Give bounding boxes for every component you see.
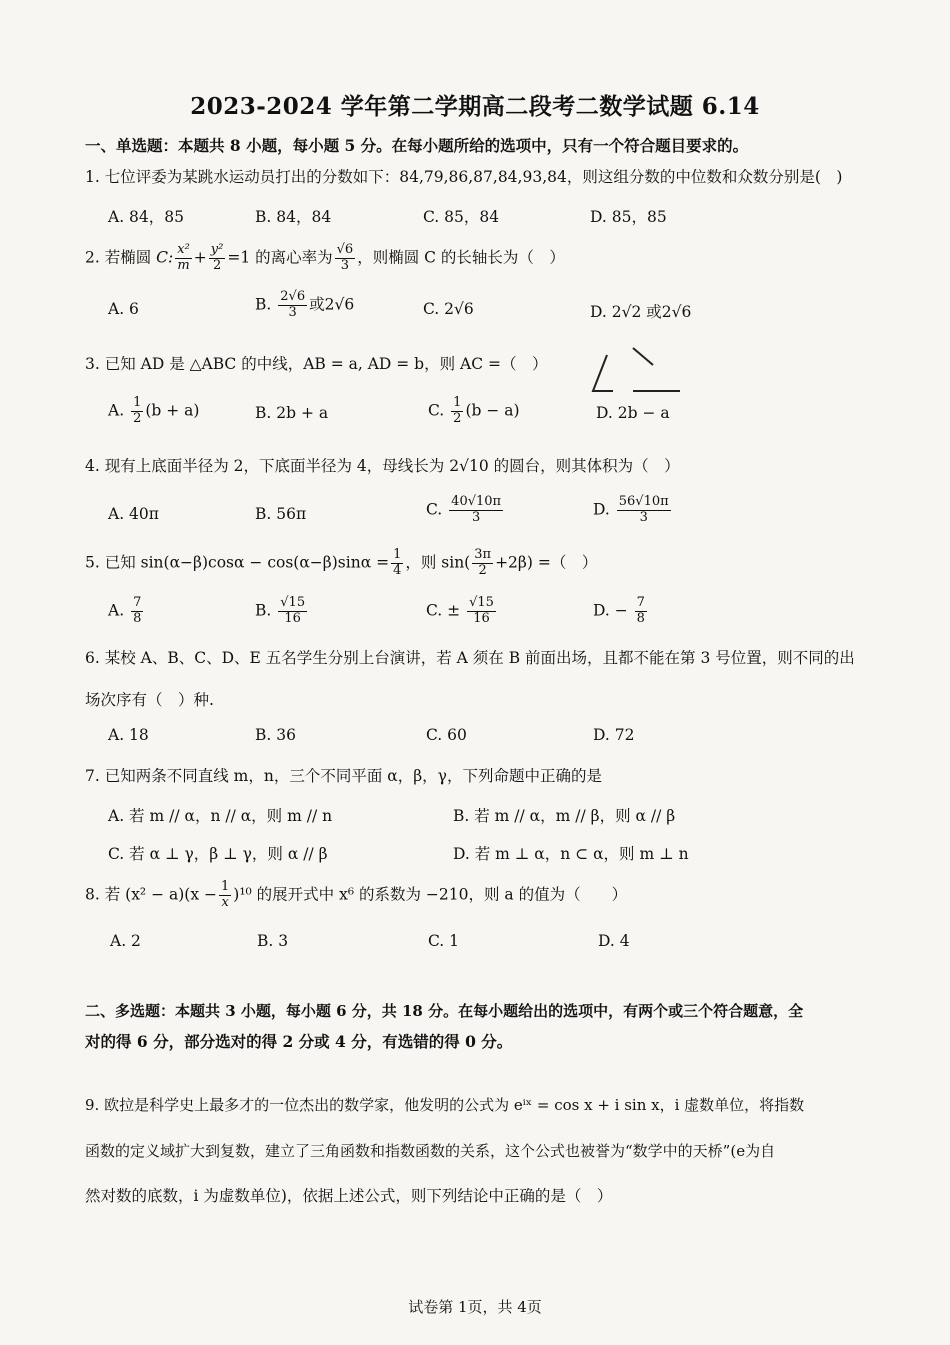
q5-text-3: +2β) =（ ） <box>495 553 598 572</box>
question-3-stem: 3. 已知 AD 是 △ABC 的中线，AB = a, AD = b，则 AC =（ ） <box>85 355 548 373</box>
q2-b-den: 3 <box>288 304 297 320</box>
q2-option-d: D. 2√2 或2√6 <box>590 303 692 321</box>
q5-b-den: 16 <box>284 610 301 626</box>
q8-f-num: 1 <box>220 879 230 894</box>
q4-option-c-fraction <box>449 495 503 526</box>
q2-text-3: ，则椭圆 C 的长轴长为（ ） <box>357 248 565 267</box>
q5-option-a-fraction <box>131 596 143 627</box>
q6-option-c: C. 60 <box>426 726 467 744</box>
q3-option-a-label: A. <box>108 401 125 420</box>
q2-b-num: 2√6 <box>280 289 306 304</box>
q5-option-c <box>426 596 498 627</box>
q5-c-num: √15 <box>469 595 494 610</box>
q4-option-d <box>593 495 673 526</box>
q8-f-den: x <box>221 894 229 910</box>
section-2-header-line-2: 对的得 6 分，部分选对的得 2 分或 4 分，有选错的得 0 分。 <box>85 1032 513 1051</box>
q7-option-a: A. 若 m // α，n // α，则 m // n <box>108 807 333 825</box>
q5-option-d <box>593 596 649 627</box>
q5-option-a <box>108 596 145 627</box>
q3-option-a-tail: (b + a) <box>145 401 200 420</box>
q3-c-den: 2 <box>453 410 462 426</box>
q2-ellipse-label: C: <box>156 248 174 267</box>
q7-option-d: D. 若 m ⊥ α，n ⊂ α，则 m ⊥ n <box>453 845 689 863</box>
q8-option-b: B. 3 <box>257 932 289 950</box>
q5-option-b-fraction <box>278 596 307 627</box>
q2-fraction-x <box>175 243 192 274</box>
q1-option-a: A. 84，85 <box>108 208 184 226</box>
q2-fraction-e <box>335 243 356 274</box>
q5-text-1: 5. 已知 sin(α−β)cosα − cos(α−β)sinα = <box>85 553 390 572</box>
hand-drawn-marks <box>585 343 685 398</box>
question-6-stem-line-2: 场次序有（ ）种. <box>85 691 214 709</box>
q6-option-d: D. 72 <box>593 726 635 744</box>
q2-frac-e-num: √6 <box>336 242 354 257</box>
q5-f-den: 4 <box>393 562 402 578</box>
q2-text-1: 2. 若椭圆 <box>85 248 152 267</box>
q8-text-1: 8. 若 (x² − a)(x − <box>85 885 217 904</box>
q2-option-b <box>255 290 354 321</box>
page-title: 2023-2024 学年第二学期高二段考二数学试题 6.14 <box>190 93 760 120</box>
q1-option-d: D. 85，85 <box>590 208 667 226</box>
q2-option-b-fraction <box>278 290 307 321</box>
q4-option-c-label: C. <box>426 500 443 519</box>
q2-fraction-y <box>209 243 226 274</box>
q3-option-c <box>428 396 520 427</box>
q4-option-d-fraction <box>617 495 671 526</box>
q3-option-c-tail: (b − a) <box>465 401 520 420</box>
sketch-stroke-2 <box>633 348 653 365</box>
q3-a-num: 1 <box>133 395 142 410</box>
q5-option-b <box>255 596 309 627</box>
q3-c-num: 1 <box>453 395 462 410</box>
q4-option-c <box>426 495 505 526</box>
q5-option-d-fraction <box>635 596 647 627</box>
q2-option-b-label: B. <box>255 295 272 314</box>
section-1-header: 一、单选题：本题共 8 小题，每小题 5 分。在每小题所给的选项中，只有一个符合题目要求的。 <box>85 136 749 155</box>
q2-frac-x-den: m <box>177 257 190 273</box>
question-6-stem-line-1: 6. 某校 A、B、C、D、E 五名学生分别上台演讲，若 A 须在 B 前面出场，且都不能在第 3 号位置，则不同的出 <box>85 649 855 667</box>
q4-option-b: B. 56π <box>255 505 307 523</box>
q8-option-c: C. 1 <box>428 932 460 950</box>
q8-option-d: D. 4 <box>598 932 630 950</box>
q2-frac-x-num: x² <box>177 242 190 257</box>
question-9-line-3: 然对数的底数，i 为虚数单位)，依据上述公式，则下列结论中正确的是（ ） <box>85 1187 613 1205</box>
q2-option-b-tail: 或2√6 <box>309 295 355 314</box>
q2-frac-y-num: y² <box>210 242 224 257</box>
q5-fraction-1 <box>391 548 403 579</box>
page-footer: 试卷第 1页，共 4页 <box>408 1298 542 1316</box>
sketch-stroke-1 <box>593 355 613 391</box>
q4-d-num: 56√10π <box>618 494 669 509</box>
section-2-header-line-1: 二、多选题：本题共 3 小题，每小题 6 分，共 18 分。在每小题给出的选项中，有两个或三个符合题意，全 <box>85 1002 804 1020</box>
q3-option-a <box>108 396 199 427</box>
q4-option-d-label: D. <box>593 500 610 519</box>
q4-c-den: 3 <box>471 509 481 525</box>
q2-text-2: =1 的离心率为 <box>227 248 333 267</box>
question-4-stem: 4. 现有上底面半径为 2，下底面半径为 4，母线长为 2√10 的圆台，则其体积为（ ） <box>85 457 680 475</box>
q2-frac-y-den: 2 <box>212 257 222 273</box>
q5-option-b-label: B. <box>255 601 272 620</box>
q5-a-num: 7 <box>133 595 142 610</box>
q6-option-a: A. 18 <box>108 726 149 744</box>
q3-option-c-label: C. <box>428 401 445 420</box>
q3-option-a-fraction <box>131 396 143 427</box>
q5-fraction-2 <box>472 548 493 579</box>
q6-option-b: B. 36 <box>255 726 296 744</box>
q5-f-num: 1 <box>393 547 402 562</box>
q7-option-c: C. 若 α ⊥ γ，β ⊥ γ，则 α // β <box>108 845 328 863</box>
q3-a-den: 2 <box>133 410 142 426</box>
q3-option-c-fraction <box>451 396 463 427</box>
question-9-line-1: 9. 欧拉是科学史上最多才的一位杰出的数学家，他发明的公式为 eⁱˣ = cos x + i sin x，i 虚数单位，将指数 <box>85 1096 805 1114</box>
q2-option-c: C. 2√6 <box>423 300 474 318</box>
q5-c-den: 16 <box>473 610 490 626</box>
q5-a-den: 8 <box>133 610 142 626</box>
q4-c-num: 40√10π <box>451 494 502 509</box>
q5-text-2: ，则 sin( <box>405 553 471 572</box>
q5-option-c-label: C. ± <box>426 601 461 620</box>
q7-option-b: B. 若 m // α，m // β，则 α // β <box>453 807 676 825</box>
q2-frac-e-den: 3 <box>340 257 350 273</box>
q5-b-num: √15 <box>280 595 306 610</box>
question-8-stem <box>85 880 910 911</box>
q8-option-a: A. 2 <box>110 932 141 950</box>
q4-option-a: A. 40π <box>108 505 159 523</box>
q5-g-num: 3π <box>474 547 492 562</box>
q3-option-d: D. 2b − a <box>596 404 670 422</box>
q2-option-a: A. 6 <box>108 300 139 318</box>
q5-option-a-label: A. <box>108 601 125 620</box>
question-5-stem <box>85 548 910 579</box>
q5-option-d-label: D. − <box>593 601 628 620</box>
q8-text-2: )¹⁰ 的展开式中 x⁶ 的系数为 −210，则 a 的值为（ ） <box>233 885 628 904</box>
q1-option-b: B. 84，84 <box>255 208 332 226</box>
q5-g-den: 2 <box>478 562 487 578</box>
q5-option-c-fraction <box>467 596 496 627</box>
q3-option-b: B. 2b + a <box>255 404 329 422</box>
q5-d-num: 7 <box>636 595 645 610</box>
question-1-stem: 1. 七位评委为某跳水运动员打出的分数如下：84,79,86,87,84,93,84，则这组分数的中位数和众数分别是( ) <box>85 168 843 186</box>
question-9-line-2: 函数的定义域扩大到复数，建立了三角函数和指数函数的关系，这个公式也被誉为“数学中的天桥”(e为自 <box>85 1142 776 1160</box>
q8-fraction <box>219 880 231 911</box>
question-7-stem: 7. 已知两条不同直线 m，n，三个不同平面 α，β，γ，下列命题中正确的是 <box>85 767 602 785</box>
q5-d-den: 8 <box>636 610 645 626</box>
q4-d-den: 3 <box>639 509 648 525</box>
question-2-stem: 2. 若椭圆 C: $\frac{\text{x²}}{m}$ + $\frac{\text{y²}}{2}$ =1 的离心率为 $\frac{√6}{3}$ ，则椭圆 C 的长轴长为（ ） <box>85 242 565 273</box>
q1-option-c: C. 85，84 <box>423 208 500 226</box>
